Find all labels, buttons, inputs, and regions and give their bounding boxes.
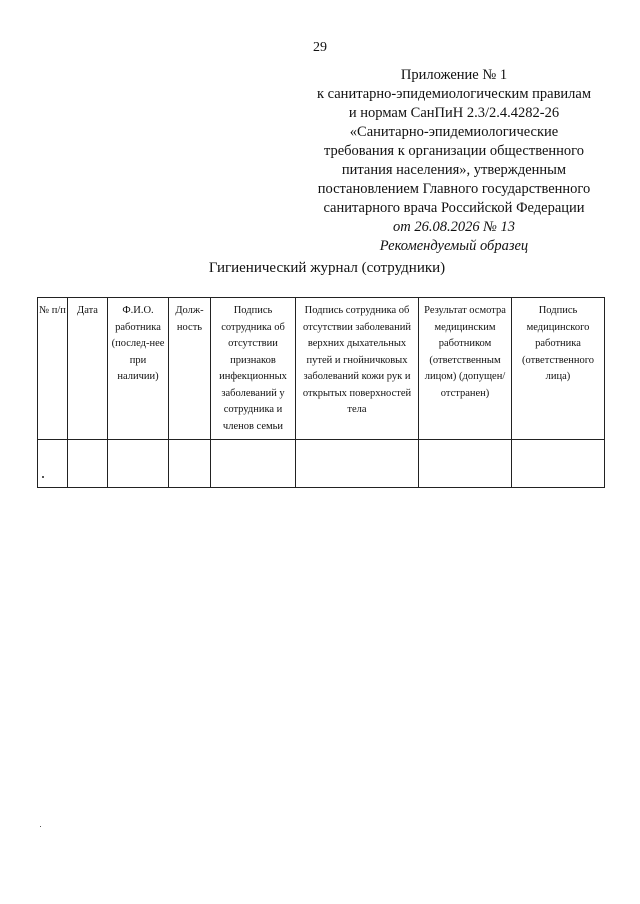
column-header-number: № п/п bbox=[38, 298, 68, 440]
table-cell[interactable] bbox=[38, 440, 68, 488]
sample-label: Рекомендуемый образец bbox=[379, 238, 529, 254]
column-header-inspection-result: Результат осмотра медицинским работником (ответственным лицом) (допущен/ отстранен) bbox=[419, 298, 512, 440]
column-header-employee-name: Ф.И.О. работника (послед-нее при наличии) bbox=[108, 298, 169, 440]
column-header-skin-respiratory-signature: Подпись сотрудника об отсутствии заболеваний верхних дыхательных путей и гнойничковых заболеваний кожи рук и открытых поверхностей тела bbox=[296, 298, 419, 440]
appendix-block bbox=[304, 66, 604, 256]
table-cell[interactable] bbox=[108, 440, 169, 488]
appendix-line: «Санитарно-эпидемиологические bbox=[349, 124, 559, 140]
table-row bbox=[38, 440, 605, 488]
scan-speck bbox=[42, 476, 44, 478]
appendix-line: к санитарно-эпидемиологическим правилам bbox=[316, 86, 592, 102]
appendix-line: Приложение № 1 bbox=[400, 67, 508, 83]
journal-title: Гигиенический журнал (сотрудники) bbox=[208, 260, 446, 276]
appendix-line: постановлением Главного государственного bbox=[317, 181, 591, 197]
table-cell[interactable] bbox=[296, 440, 419, 488]
table-header-row bbox=[38, 298, 605, 440]
table-cell[interactable] bbox=[68, 440, 108, 488]
table-cell[interactable] bbox=[512, 440, 605, 488]
table-cell[interactable] bbox=[169, 440, 211, 488]
scan-speck bbox=[40, 826, 41, 827]
hygiene-journal-table bbox=[37, 297, 605, 488]
table-cell[interactable] bbox=[419, 440, 512, 488]
handwritten-date-line: от 26.08.2026 № 13 bbox=[392, 219, 516, 235]
appendix-line: и нормам СанПиН 2.3/2.4.4282-26 bbox=[348, 105, 560, 121]
table-cell[interactable] bbox=[211, 440, 296, 488]
appendix-line: санитарного врача Российской Федерации bbox=[323, 200, 585, 216]
column-header-infection-signature: Подпись сотрудника об отсутствии признаков инфекционных заболеваний у сотрудника и членов семьи bbox=[211, 298, 296, 440]
column-header-position: Долж-ность bbox=[169, 298, 211, 440]
appendix-line: питания населения», утвержденным bbox=[341, 162, 567, 178]
column-header-medical-signature: Подпись медицинского работника (ответственного лица) bbox=[512, 298, 605, 440]
page-number: 29 bbox=[313, 40, 327, 55]
column-header-date: Дата bbox=[68, 298, 108, 440]
appendix-line: требования к организации общественного bbox=[323, 143, 585, 159]
